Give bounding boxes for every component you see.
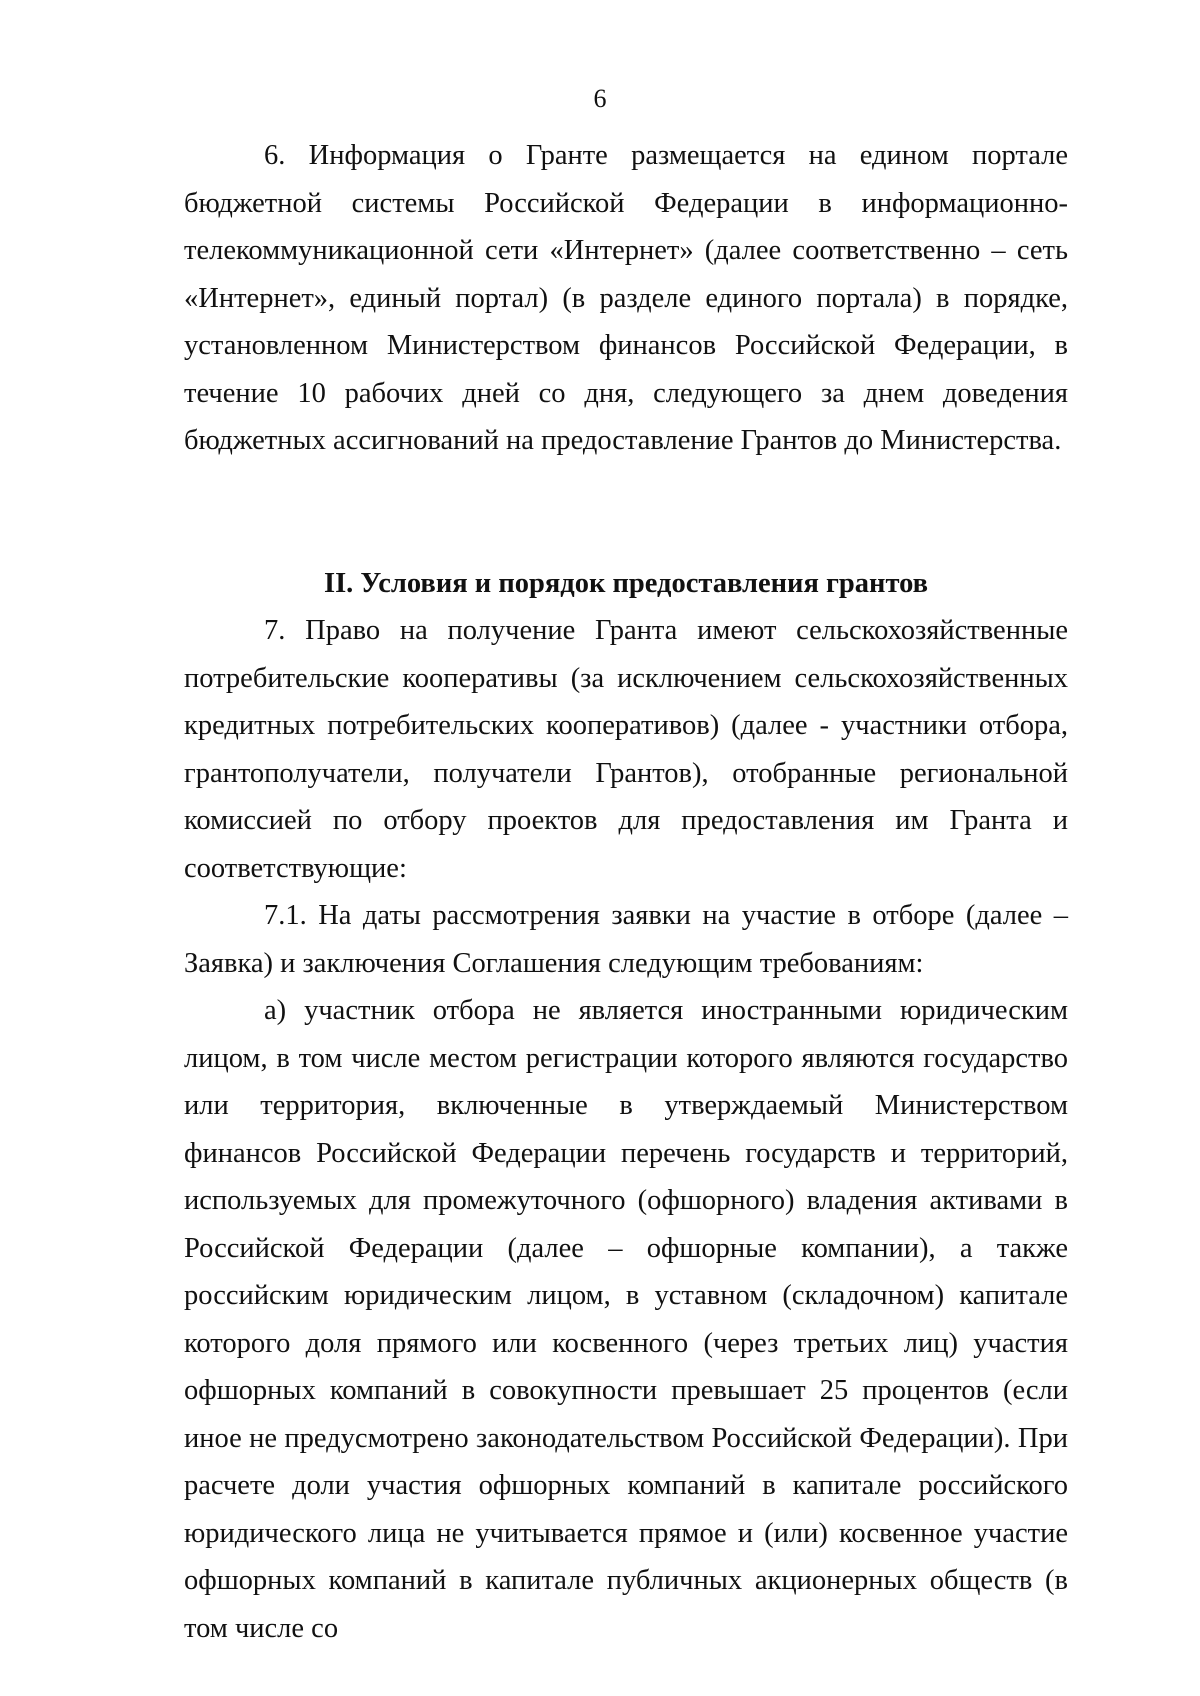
section-title: II. Условия и порядок предоставления грантов [323,567,929,599]
page-number: 6 [593,84,607,113]
paragraph-a: а) участник отбора не является иностранными юридическим лицом, в том числе местом регистрации которого являются государство или территория, включенные в утверждаемый Министерством финансов Российской Федерации перечень государств и территорий, используемых для промежуточного (офшорного) владения активами в Российской Федерации (далее – офшорные компании), а также российским юридическим лицом, в уставном (складочном) капитале которого доля прямого или косвенного (через третьих лиц) участия офшорных компаний в совокупности превышает 25 процентов (если иное не предусмотрено законодательством Российской Федерации). При расчете доли участия офшорных компаний в капитале российского юридического лица не учитывается прямое и (или) косвенное участие офшорных компаний в капитале публичных акционерных обществ (в том числе со [184,995,1068,1644]
paragraph-6: 6. Информация о Гранте размещается на едином портале бюджетной системы Российской Федерации в информационно-телекоммуникационной сети «Интернет» (далее соответственно – сеть «Интернет», единый портал) (в разделе единого портала) в порядке, установленном Министерством финансов Российской Федерации, в течение 10 рабочих дней со дня, следующего за днем доведения бюджетных ассигнований на предоставление Грантов до Министерства. [184,140,1068,456]
paragraph-7: 7. Право на получение Гранта имеют сельскохозяйственные потребительские кооперативы (за исключением сельскохозяйственных кредитных потребительских кооперативов) (далее - участники отбора, грантополучатели, получатели Грантов), отобранные региональной комиссией по отбору проектов для предоставления им Гранта и соответствующие: [184,615,1068,884]
document-body [184,132,1068,1652]
paragraph-7-1: 7.1. На даты рассмотрения заявки на участие в отборе (далее – Заявка) и заключения Соглашения следующим требованиям: [184,900,1068,979]
